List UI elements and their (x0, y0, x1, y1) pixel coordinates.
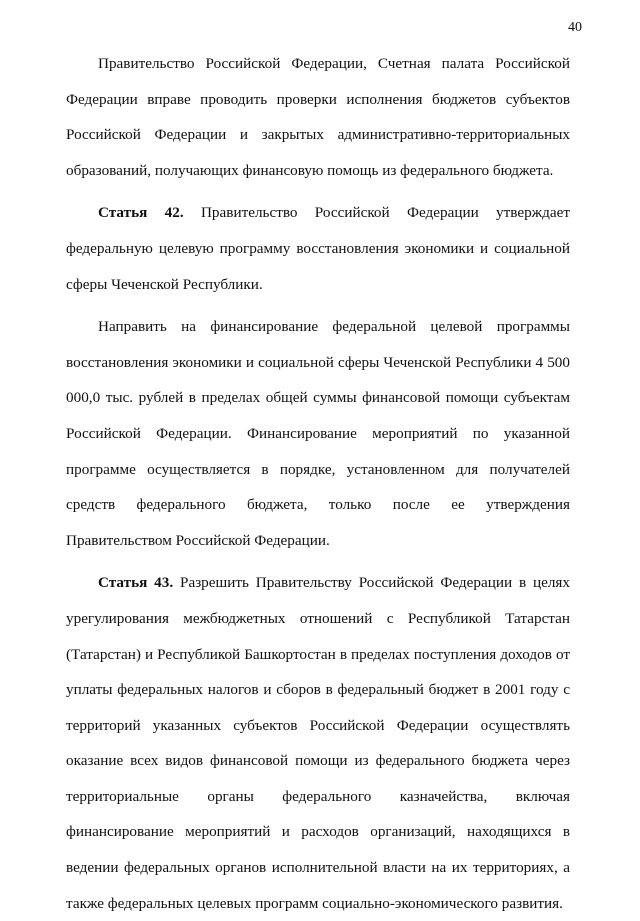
paragraph-text: Правительство Российской Федерации утверждает федеральную целевую программу восстановления экономики и социальной сферы Чеченской Республики. (66, 204, 571, 293)
article-42-label: Статья 42. (98, 204, 184, 222)
paragraph-chechen-funding (66, 309, 570, 558)
paragraph-text: Разрешить Правительству Российской Федерации в целях урегулирования межбюджетных отношений с Республикой Татарстан (Татарстан) и Республикой Башкортостан в пределах поступления доходов от уплаты федеральных налогов и сборов в федеральный бюджет в 2001 году с территорий указанных субъектов Российской Федерации осуществлять оказание всех видов финансовой помощи из федерального бюджета через территориальные органы федерального казначейства, включая финансирование мероприятий и расходов организаций, находящихся в ведении федеральных органов исполнительной власти на их территориях, а также федеральных целевых программ социально-экономического развития. (66, 574, 570, 912)
paragraph-article-42 (66, 195, 570, 302)
paragraph-text: Правительство Российской Федерации, Счетная палата Российской Федерации вправе проводить проверки исполнения бюджетов субъектов Российской Федерации и закрытых административно-территориальных образований, получающих финансовую помощь из федерального бюджета. (66, 55, 570, 179)
paragraph-text: Направить на финансирование федеральной целевой программы восстановления экономики и социальной сферы Чеченской Республики 4 500 000,0 тыс. рублей в пределах общей суммы финансовой помощи субъектам Российской Федерации. Финансирование мероприятий по указанной программе осуществляется в порядке, установленном для получателей средств федерального бюджета, только после ее утверждения Правительством Российской Федерации. (66, 318, 570, 549)
paragraph-audit-rights (66, 46, 570, 188)
page-number: 40 (568, 20, 582, 35)
paragraph-article-43 (66, 565, 570, 921)
article-43-label: Статья 43. (98, 574, 174, 592)
document-body (66, 46, 570, 921)
